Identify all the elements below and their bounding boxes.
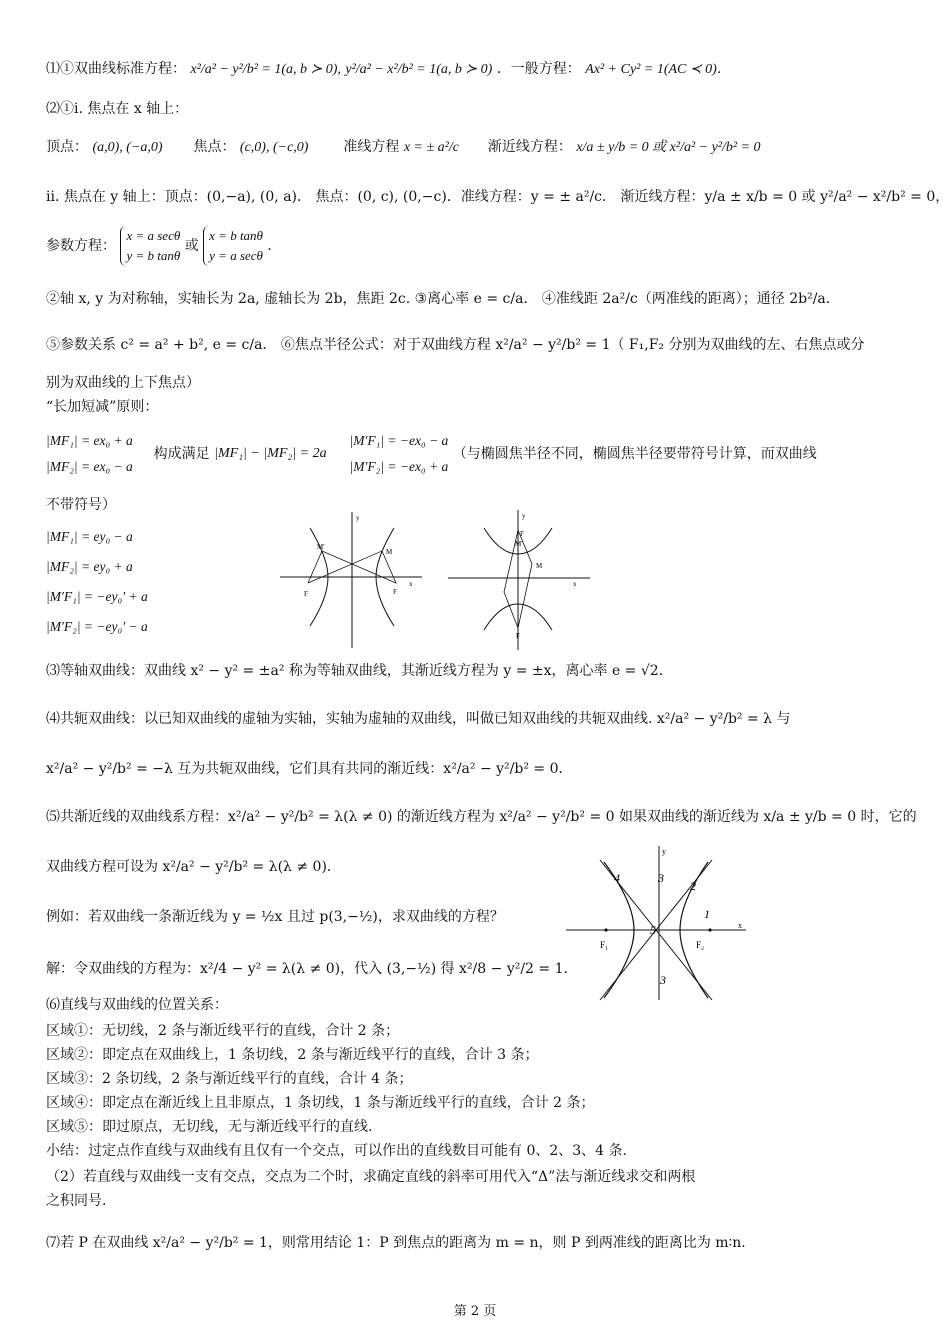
x-axis-properties-line [46,136,761,159]
parametric-label: 参数方程： [46,238,116,254]
parametric-2-y: y = a secθ [209,248,263,263]
fig2-mprime-label: M′ [515,540,523,548]
position-relation-heading: ⑹直线与双曲线的位置关系： [46,997,228,1013]
focal-radius-line-cont: 别为双曲线的上下焦点） [46,375,200,391]
general-equation: Ax² + Cy² = 1(AC ≺ 0)． [585,62,731,77]
conjugate-hyperbola-line: ⑷共轭双曲线：以已知双曲线的虚轴为实轴，实轴为虚轴的双曲线，叫做已知双曲线的共轭双曲线. x²/a² − y²/b² = λ 与 [46,711,791,727]
focal-note-cont: 不带符号） [46,497,116,513]
mprime-f1-formula: |M′F₁| = −ex₀ − a [349,433,449,448]
y-mprime-f2-formula: |M′F₂| = −ey₀′ − a [46,619,148,634]
region-2-text: 区域②：即定点在双曲线上，1 条切线，2 条与渐近线平行的直线，合计 3 条； [46,1047,539,1063]
asymptote-family-line-cont: 双曲线方程可设为 x²/a² − y²/b² = λ(λ ≠ 0)． [46,859,341,875]
fig1-x-label: x [409,580,413,588]
parametric-end: ． [267,238,282,254]
fig1-m-label: M [386,548,393,556]
fig2-f2-label: F [516,632,520,640]
fig1-f1-label: F [304,590,308,598]
equilateral-hyperbola-line: ⑶等轴双曲线：双曲线 x² − y² = ±a² 称为等轴双曲线，其渐近线方程为 y = ±x，离心率 e = √2． [46,663,673,679]
asymptote-label: 渐近线方程： [487,139,572,155]
y-mf1-formula: |MF₁| = ey₀ − a [46,529,133,544]
conjugate-hyperbola-line-cont: x²/a² − y²/b² = −λ 互为共轭双曲线，它们具有共同的渐近线：x²/a² − y²/b² = 0． [46,761,573,777]
fig2-x-label: x [573,580,577,588]
example-question-line: 例如：若双曲线一条渐近线为 y = ½x 且过 p(3,−½)，求双曲线的方程？ [46,909,504,925]
fig3-region-3-top: 3 [658,871,664,885]
fig2-m-label: M [536,562,543,570]
fig3-region-2: 2 [690,879,696,893]
fig3-x-label: x [738,921,742,930]
mf1-formula: |MF₁| = ex₀ + a [46,433,133,448]
note-2-text: （2）若直线与双曲线一支有交点，交点为二个时，求确定直线的斜率可用代入“Δ”法与渐近线求交和两根 [46,1169,696,1185]
fig1-mprime-label: M′ [317,543,325,551]
parametric-2-x: x = b tanθ [209,228,263,243]
parametric-equation-line [46,226,281,266]
focal-radius-line: ⑤参数关系 c² = a² + b², e = c/a． ⑥焦点半径公式：对于双曲线方程 x²/a² − y²/b² = 1（ F₁,F₂ 分别为双曲线的左、右焦点或分 [46,337,865,353]
region-3-text: 区域③：2 条切线，2 条与渐近线平行的直线，合计 4 条； [46,1071,413,1087]
region-4-text: 区域④：即定点在渐近线上且非原点，1 条切线，1 条与渐近线平行的直线，合计 2 条； [46,1095,595,1111]
general-label: ．一般方程： [496,61,581,77]
directrix-label: 准线方程 [343,139,400,155]
principle-line: “长加短减”原则： [46,399,159,415]
vertex-label: 顶点： [46,139,88,155]
axis-eccentricity-line: ②轴 x, y 为对称轴，实轴长为 2a, 虚轴长为 2b，焦距 2c. ③离心率 e = c/a． ④准线距 2a²/c（两准线的距离）；通径 2b²/a. [46,291,831,307]
standard-eq-y: y²/a² − x²/b² = 1(a, b ≻ 0) [345,62,493,77]
conclusion-line: ⑺若 P 在双曲线 x²/a² − y²/b² = 1，则常用结论 1：P 到焦点的距离为 m = n，则 P 到两准线的距离比为 m∶n. [46,1235,746,1251]
focus-x-axis-heading: ⑵①i. 焦点在 x 轴上： [46,101,189,117]
parametric-system-2 [203,226,263,266]
directrix-equation: x = ± a²/c [403,140,459,155]
standard-eq-x: x²/a² − y²/b² = 1(a, b ≻ 0), [190,62,341,77]
parametric-1-x: x = a secθ [126,228,181,243]
hyperbola-x-axis-figure [276,508,426,653]
fig3-f2-label: F₂ [696,940,705,950]
parametric-1-y: y = b tanθ [126,248,181,263]
fig2-y-label: y [522,512,526,520]
fig1-y-label: y [356,514,360,522]
fig3-region-1: 1 [704,907,710,921]
hyperbola-y-axis-figure [444,506,594,654]
fig3-region-4: 4 [614,871,620,885]
focal-note: （与椭圆焦半径不同，椭圆焦半径要带符号计算，而双曲线 [452,446,817,462]
fig2-f1-label: F [520,530,524,538]
summary-text: 小结：过定点作直线与双曲线有且仅有一个交点，可以作出的直线数目可能有 0、2、3、4 条. [46,1143,627,1159]
y-mf2-formula: |MF₂| = ey₀ + a [46,559,133,574]
fig3-focus-right [708,928,711,931]
mf2-formula: |MF₂| = ex₀ − a [46,459,133,474]
region-diagram-figure [562,842,752,1004]
y-mprime-f1-formula: |M′F₁| = −ey₀′ + a [46,589,148,604]
difference-condition: |MF₁| − |MF₂| = 2a [214,446,327,461]
asymptote-equation: x/a ± y/b = 0 或 x²/a² − y²/b² = 0 [576,140,761,155]
asymptote-family-line: ⑸共渐近线的双曲线系方程：x²/a² − y²/b² = λ(λ ≠ 0) 的渐近线方程为 x²/a² − y²/b² = 0 如果双曲线的渐近线为 x/a ± y/b = 0 时，它的 [46,809,917,825]
focal-radius-formulas [46,428,817,480]
fig3-region-3-bottom: 3 [660,973,666,987]
fig3-region-5: 5 [650,923,656,937]
y-axis-properties-line: ii. 焦点在 y 轴上：顶点：(0,−a), (0, a)． 焦点：(0, c), (0,−c)．准线方程：y = ± a²/c． 渐近线方程：y/a ± x/b = 0 或 y²/a² − x²/b² = 0， [46,189,950,205]
parametric-system-1 [120,226,180,266]
mprime-f2-formula: |M′F₂| = −ex₀ + a [349,459,449,474]
y-focal-radius-formulas [46,522,148,642]
region-5-text: 区域⑤：即过原点，无切线，无与渐近线平行的直线. [46,1119,373,1135]
page-number: 第 2 页 [453,1304,497,1319]
fig3-f1-label: F₁ [600,940,609,950]
or-text: 或 [184,238,199,254]
region-1-text: 区域①：无切线，2 条与渐近线平行的直线，合计 2 条； [46,1023,400,1039]
vertex-values: (a,0), (−a,0) [92,140,163,155]
fig1-f2-label: F [393,588,397,596]
focus-label: 焦点： [193,139,236,155]
section-1-prefix: ⑴①双曲线标准方程： [46,61,186,77]
note-2-text-cont: 之积同号. [46,1193,107,1209]
focus-values: (c,0), (−c,0) [239,140,309,155]
satisfy-label: 构成满足 [153,446,210,462]
fig3-focus-left [604,928,607,931]
fig3-y-label: y [662,847,666,856]
standard-equation-line [46,58,731,81]
example-solution-line: 解：令双曲线的方程为：x²/4 − y² = λ(λ ≠ 0)，代入 (3,−½) 得 x²/8 − y²/2 = 1. [46,961,568,977]
